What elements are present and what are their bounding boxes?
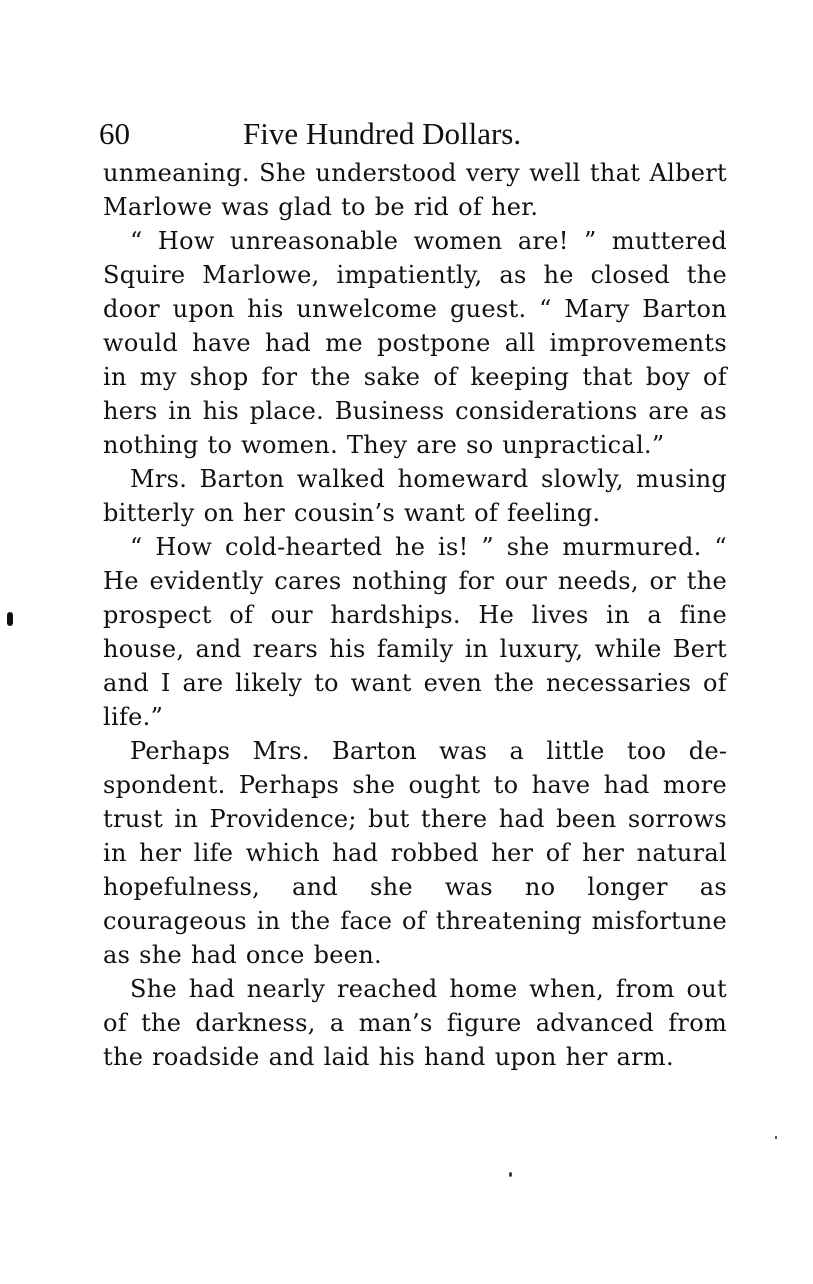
book-page — [99, 112, 727, 1074]
ink-speck — [775, 1136, 777, 1139]
running-head — [99, 112, 727, 156]
paragraph: She had nearly reached home when, from out of the darkness, a man’s figure advanced from the roadside and laid his hand upon her arm. — [103, 975, 727, 1071]
body-text — [103, 156, 727, 1074]
paragraph: “ How cold-hearted he is! ” she murmured. “ He evidently cares nothing for our needs, or the prospect of our hardships. He lives in a fine house, and rears his family in luxury, while Bert and I are likely to want even the necessaries of life.” — [103, 533, 727, 731]
paragraph: Perhaps Mrs. Barton was a little too despondent. Perhaps she ought to have had more trust in Providence; but there had been sorrows in her life which had robbed her of her natural hopefulness, and she was no longer as courageous in the face of threatening misfortune as she had once been. — [103, 737, 727, 969]
paragraph: unmeaning. She understood very well that Albert Marlowe was glad to be rid of her. — [103, 159, 727, 221]
paragraph: “ How unreasonable women are! ” muttered Squire Marlowe, impatiently, as he closed the door upon his unwelcome guest. “ Mary Barton would have had me postpone all improvements in my shop for the sake of keeping that boy of hers in his place. Business considerations are as nothing to women. They are so unpractical.” — [103, 227, 727, 459]
book-title: Five Hundred Dollars. — [243, 116, 522, 151]
page-number: 60 — [99, 116, 130, 151]
ink-speck — [509, 1172, 512, 1177]
margin-ink-mark — [7, 612, 13, 626]
paragraph: Mrs. Barton walked homeward slowly, musing bitterly on her cousin’s want of feeling. — [103, 465, 727, 527]
